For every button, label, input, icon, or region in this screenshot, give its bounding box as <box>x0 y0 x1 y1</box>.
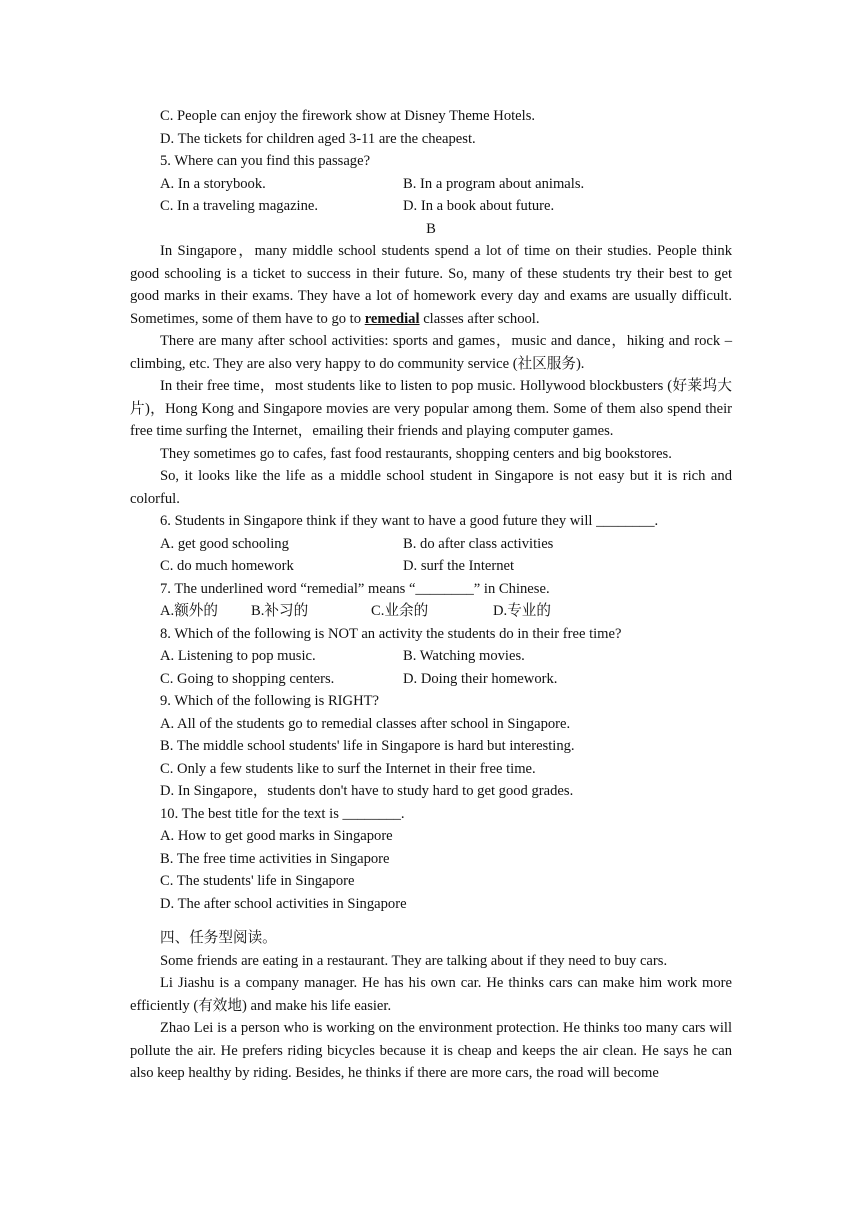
question-10-option-d: D. The after school activities in Singapore <box>160 895 407 912</box>
question-5-option-c: C. In a traveling magazine. <box>160 198 319 214</box>
question-5-option-a: A. In a storybook. <box>160 175 266 192</box>
question-5-option-d: D. In a book about future. <box>403 198 555 214</box>
question-8-options-row-2 <box>130 668 732 691</box>
question-5: 5. Where can you find this passage? <box>160 153 371 169</box>
question-5-option-b: B. In a program about animals. <box>403 175 585 192</box>
question-7-options <box>130 600 732 623</box>
question-8-option-c: C. Going to shopping centers. <box>160 670 335 687</box>
question-4-option-d: D. The tickets for children aged 3-11 are the cheapest. <box>160 130 476 147</box>
question-8-option-b: B. Watching movies. <box>403 648 525 664</box>
question-9-option-a: A. All of the students go to remedial classes after school in Singapore. <box>160 715 571 732</box>
question-10-option-b: B. The free time activities in Singapore <box>160 850 390 867</box>
question-5-options-row-1 <box>130 173 732 196</box>
question-8: 8. Which of the following is NOT an activity the students do in their free time? <box>160 625 622 642</box>
question-7-option-d: D.专业的 <box>493 603 551 619</box>
question-9-option-d: D. In Singapore，students don't have to study hard to get good grades. <box>160 783 574 799</box>
question-6-option-d: D. surf the Internet <box>403 558 515 574</box>
question-6: 6. Students in Singapore think if they want to have a good future they will ________. <box>160 513 659 529</box>
question-7: 7. The underlined word “remedial” means “________” in Chinese. <box>160 580 550 597</box>
paragraph-1-text-start: In Singapore，many middle school students spend a lot of time on their studies. People think good schooling is a ticket to success in their future. So, many of these students try their best to get good marks in their exams. They have a lot of homework every day and exams are usually difficult. Sometimes, some of them have to go to <box>130 243 732 327</box>
question-8-option-d: D. Doing their homework. <box>403 670 558 687</box>
passage-b-paragraph-5: So, it looks like the life as a middle school student in Singapore is not easy but it is rich and colorful. <box>130 468 732 507</box>
passage-b-paragraph-2: There are many after school activities: sports and games，music and dance，hiking and rock –climbing, etc. They are also very happy to do community service (社区服务). <box>130 333 732 372</box>
question-4-option-c: C. People can enjoy the firework show at Disney Theme Hotels. <box>160 108 536 124</box>
section-4-paragraph-1: Some friends are eating in a restaurant. They are talking about if they need to buy cars. <box>160 952 668 969</box>
underlined-word-remedial: remedial <box>364 310 420 327</box>
section-4-paragraph-2: Li Jiashu is a company manager. He has his own car. He thinks cars can make him work more efficiently (有效地) and make his life easier. <box>130 975 732 1014</box>
paragraph-1-text-end: classes after school. <box>419 310 540 327</box>
passage-b-paragraph-1 <box>130 240 732 330</box>
section-4-heading: 四、任务型阅读。 <box>160 930 277 946</box>
question-6-option-c: C. do much homework <box>160 558 294 574</box>
question-6-options-row-1 <box>130 533 732 556</box>
question-7-option-b: B.补习的 <box>251 603 309 619</box>
question-10-option-a: A. How to get good marks in Singapore <box>160 828 393 844</box>
question-10-option-c: C. The students' life in Singapore <box>160 873 355 889</box>
section-spacer <box>130 915 732 927</box>
question-5-options-row-2 <box>130 195 732 218</box>
question-10: 10. The best title for the text is ________. <box>160 805 405 822</box>
question-6-options-row-2 <box>130 555 732 578</box>
question-9: 9. Which of the following is RIGHT? <box>160 693 380 709</box>
passage-b-paragraph-3: In their free time，most students like to listen to pop music. Hollywood blockbusters (好莱坞大片)，Hong Kong and Singapore movies are very popular among them. Some of them also spend their free time surfing the Internet，emailing their friends and playing computer games. <box>130 378 732 439</box>
passage-b-paragraph-4: They sometimes go to cafes, fast food restaurants, shopping centers and big bookstores. <box>160 445 672 462</box>
question-7-option-c: C.业余的 <box>371 603 429 619</box>
question-6-option-b: B. do after class activities <box>403 535 554 552</box>
question-9-option-b: B. The middle school students' life in Singapore is hard but interesting. <box>160 738 575 754</box>
question-8-option-a: A. Listening to pop music. <box>160 648 316 664</box>
section-b-label: B <box>426 220 436 237</box>
question-9-option-c: C. Only a few students like to surf the Internet in their free time. <box>160 760 536 777</box>
question-7-option-a: A.额外的 <box>160 603 218 619</box>
question-8-options-row-1 <box>130 645 732 668</box>
question-6-option-a: A. get good schooling <box>160 535 289 552</box>
section-4-paragraph-3: Zhao Lei is a person who is working on the environment protection. He thinks too many cars will pollute the air. He prefers riding bicycles because it is cheap and keeps the air clean. He says he can also keep healthy by riding. Besides, he thinks if there are more cars, the road will become <box>130 1020 732 1081</box>
page-content <box>130 105 732 1085</box>
